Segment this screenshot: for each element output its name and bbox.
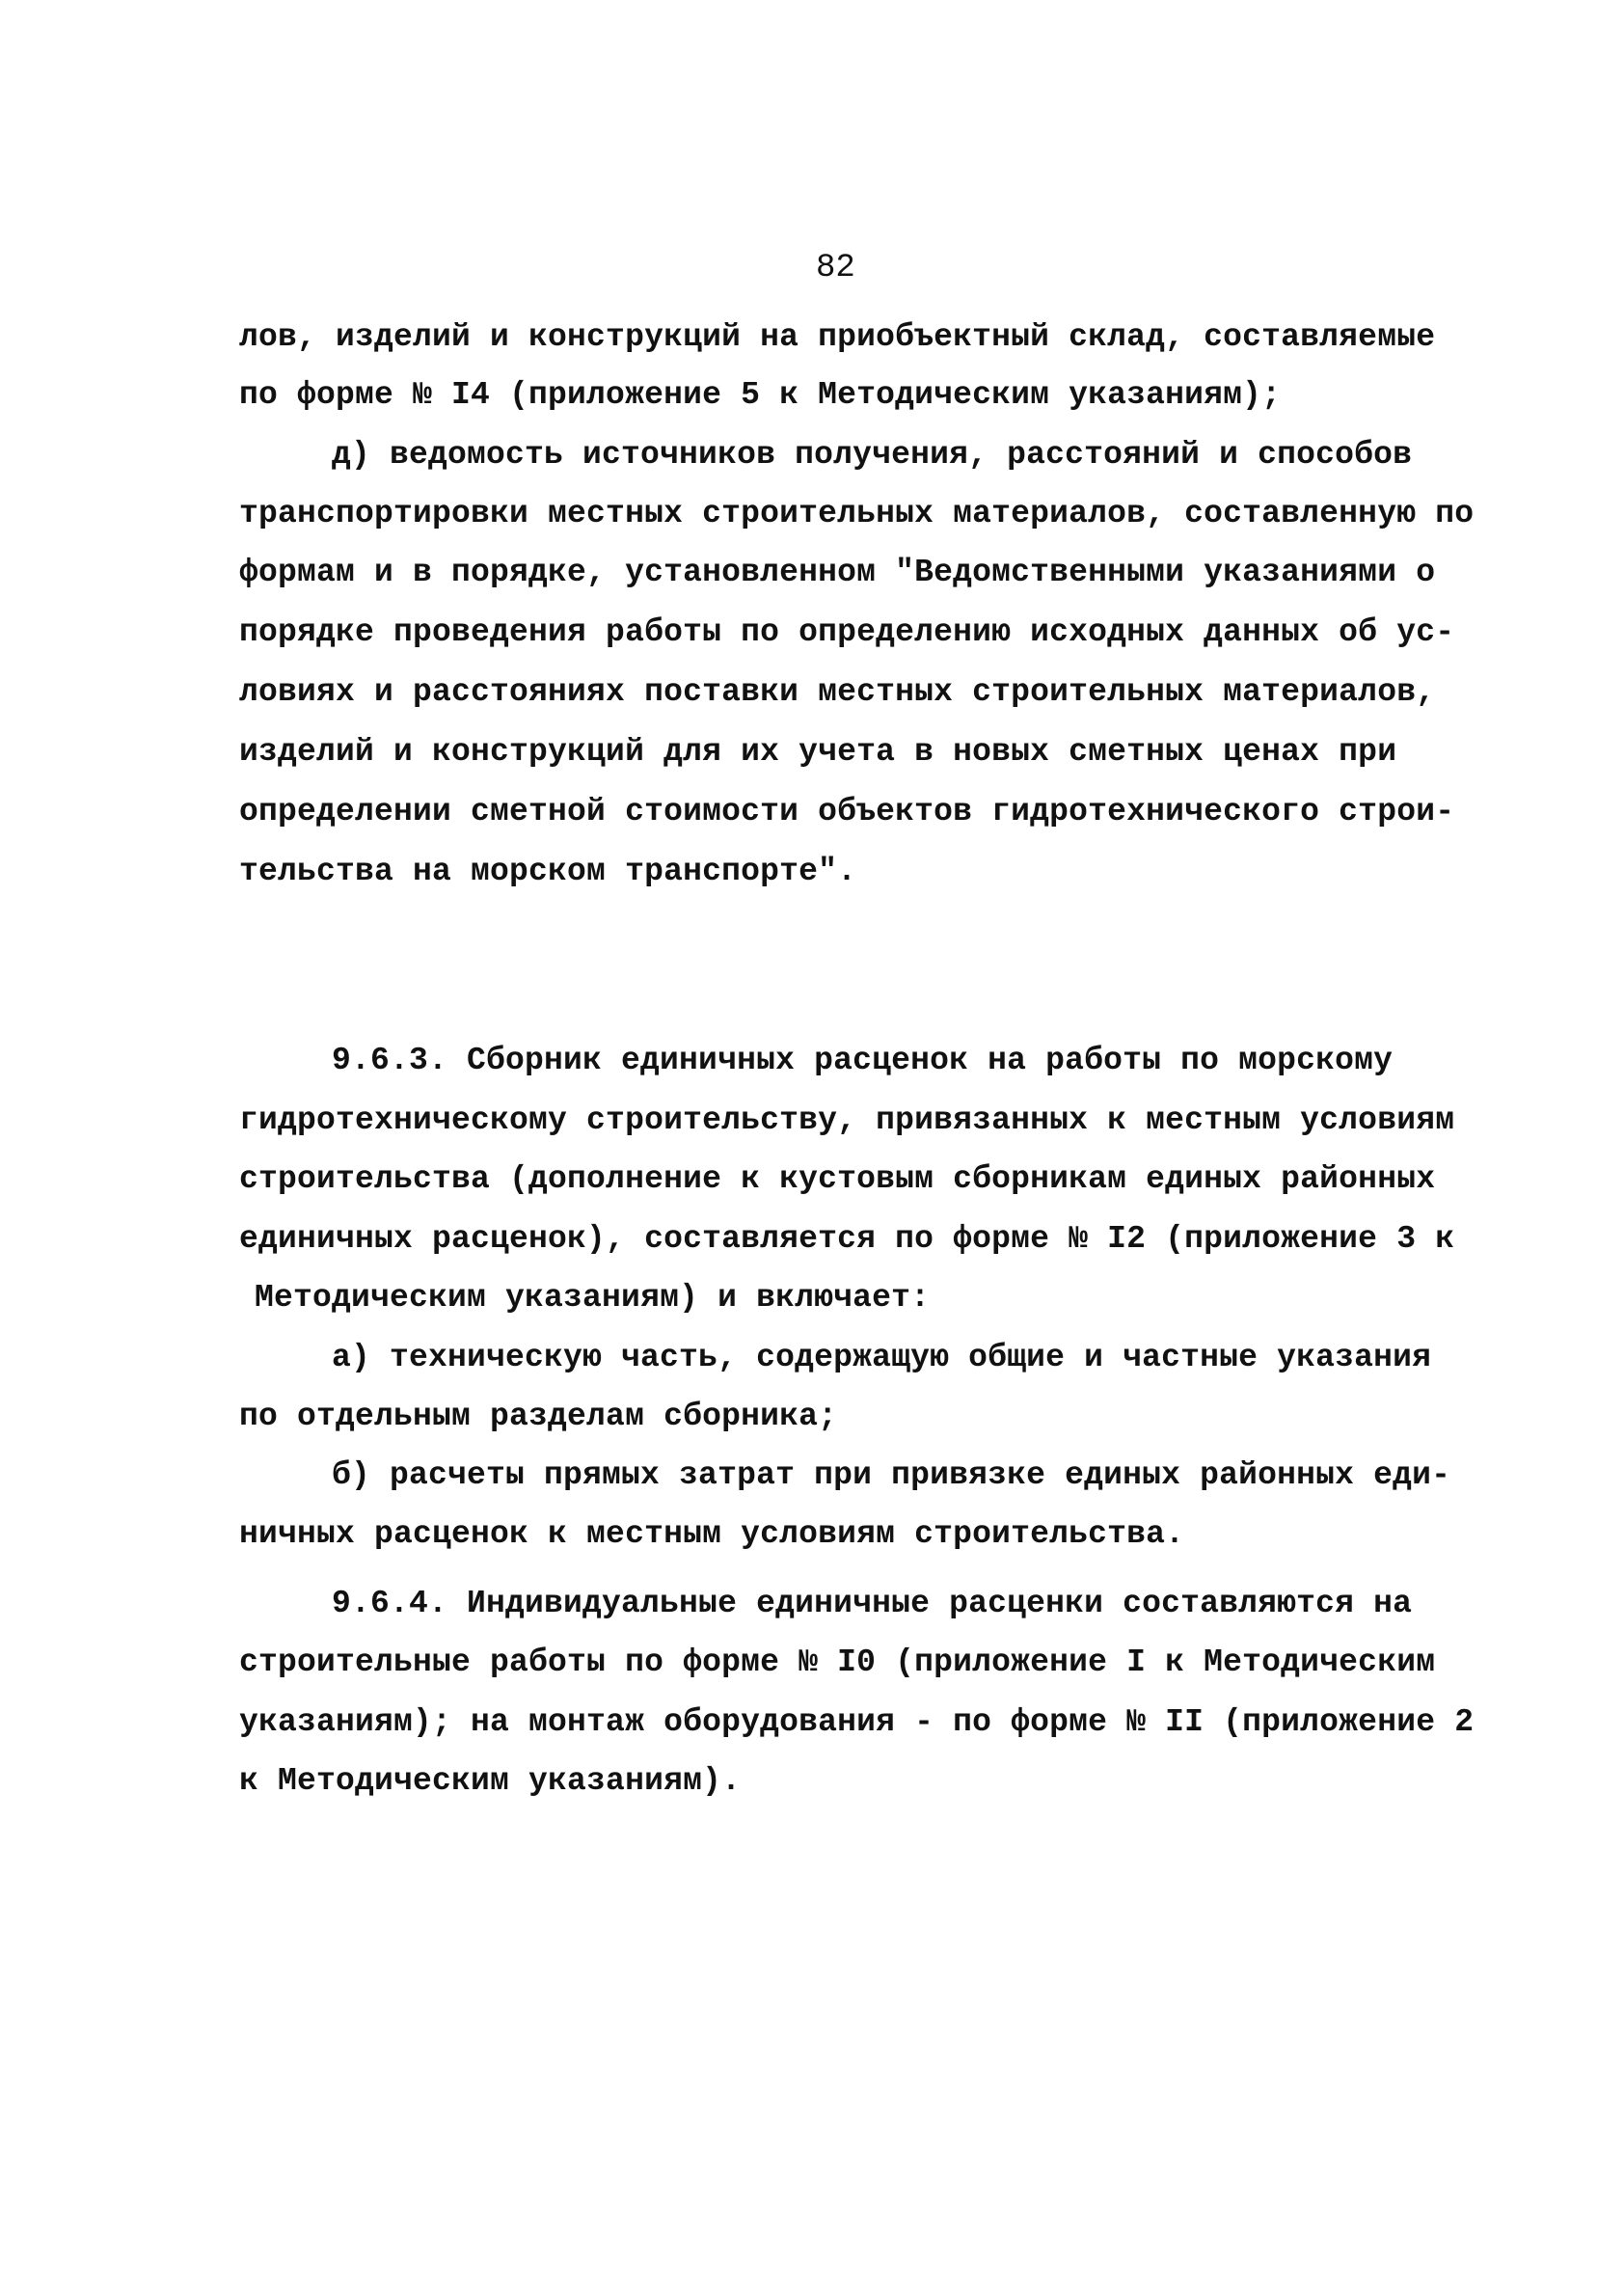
text-line: 9.6.4. Индивидуальные единичные расценки составляются на xyxy=(332,1586,1413,1621)
text-line: указаниям); на монтаж оборудования - по форме № II (приложение 2 xyxy=(239,1704,1475,1740)
text-line: изделий и конструкций для их учета в новых сметных ценах при xyxy=(239,734,1397,770)
text-line: строительства (дополнение к кустовым сборникам единых районных xyxy=(239,1161,1436,1197)
text-line: формам и в порядке, установленном "Ведомственными указаниями о xyxy=(239,555,1436,590)
page-number: 82 xyxy=(816,250,855,286)
text-line: порядке проведения работы по определению исходных данных об ус- xyxy=(239,614,1455,650)
text-line: ловиях и расстояниях поставки местных строительных материалов, xyxy=(239,674,1436,710)
text-line: Методическим указаниям) и включает: xyxy=(255,1280,931,1316)
text-line: определении сметной стоимости объектов гидротехнического строи- xyxy=(239,794,1455,829)
text-line: единичных расценок), составляется по форме № I2 (приложение 3 к xyxy=(239,1221,1455,1257)
text-line: тельства на морском транспорте". xyxy=(239,854,857,889)
text-line: а) техническую часть, содержащую общие и частные указания xyxy=(332,1340,1432,1375)
text-line: транспортировки местных строительных материалов, составленную по xyxy=(239,496,1475,531)
text-line: 9.6.3. Сборник единичных расценок на работы по морскому xyxy=(332,1043,1394,1078)
text-line: к Методическим указаниям). xyxy=(239,1763,742,1799)
text-line: по форме № I4 (приложение 5 к Методическим указаниям); xyxy=(239,377,1282,413)
text-line: д) ведомость источников получения, расстояний и способов xyxy=(332,437,1413,473)
text-line: б) расчеты прямых затрат при привязке единых районных еди- xyxy=(332,1457,1451,1493)
text-line: строительные работы по форме № I0 (приложение I к Методическим xyxy=(239,1644,1436,1680)
text-line: гидротехническому строительству, привязанных к местным условиям xyxy=(239,1102,1455,1138)
text-line: по отдельным разделам сборника; xyxy=(239,1399,838,1434)
text-line: ничных расценок к местным условиям строительства. xyxy=(239,1516,1185,1552)
text-line: лов, изделий и конструкций на приобъектный склад, составляемые xyxy=(239,319,1436,355)
